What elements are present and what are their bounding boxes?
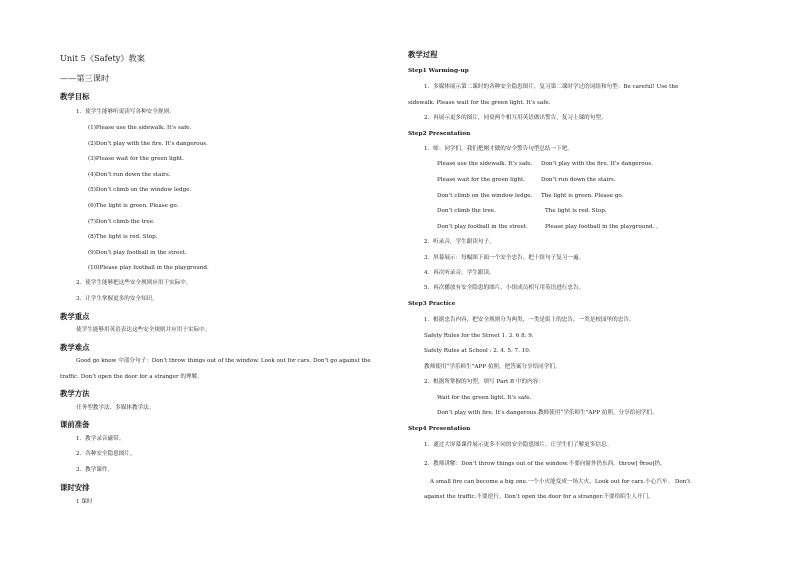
step4-heading: Step4 Presentation — [408, 426, 471, 432]
step2-item-4: 4．再次听录音，学生跟读。 — [424, 270, 495, 276]
step3-heading: Step3 Practice — [408, 301, 456, 307]
step2-item-2: 2．听录音，学生跟读句子。 — [424, 239, 495, 245]
difficulty-text-line-1: Good go know 中部分句子：Don’t throw things out of the window. Look out for cars. Don’t go against the — [76, 358, 371, 364]
sentence-right: The light is red. Stop. — [545, 208, 607, 214]
sentence-right: Please play football in the playground. 。 — [545, 224, 662, 230]
rule-item: (6)The light is green. Please go. — [88, 203, 179, 209]
rule-item: (4)Don’t run down the stairs. — [88, 172, 171, 178]
difficulty-text-line-2: traffic. Don’t open the door for a stranger 的理解。 — [60, 374, 203, 380]
step4-item-3-line-2: against the traffic.不要逆行。Don’t open the door for a stranger.不要给陌生人开门。 — [424, 494, 654, 500]
step4-item-3-line-1: A small fire can become a big one.一个小火能变成一场大火。Look out for cars.小心汽车。 Don’t — [430, 479, 691, 485]
sentence-left: Don’t play football in the street. — [437, 224, 528, 230]
prep-item: 2．各种安全隐患图片。 — [76, 451, 136, 457]
key-heading: 教学重点 — [60, 312, 90, 321]
step1-item-2: 2．再展示更多的图片，同桌两个相互用英语做出警告，复习上课的句型。 — [424, 115, 607, 121]
difficulty-heading: 教学难点 — [60, 343, 90, 352]
step4-item-1: 1．通过大屏幕课件展示更多不同的安全隐患图片，让学生们了解更多信息。 — [424, 442, 613, 448]
step2-item-3: 3．屏幕展示：每幅图下面一个安全忠告，把十组句子复习一遍。 — [424, 255, 585, 261]
step3-school-rules: Safety Rules at School : 2. 4. 5. 7. 10. — [424, 348, 531, 354]
sentence-left: Don’t climb on the window ledge. — [437, 193, 533, 199]
sentence-left: Don’t climb the tree. — [437, 208, 496, 214]
prep-item: 1．教学录音磁带。 — [76, 436, 125, 442]
rule-item: (8)The light is red. Stop. — [88, 234, 158, 240]
rule-item: (3)Please wait for the green light. — [88, 156, 184, 162]
step3-item-1: 1．根据忠告内容，把安全规则分为两类，一类是街上的忠告，一类是校园里的忠告。 — [424, 317, 635, 323]
sentence-left: Please use the sidewalk. It’s safe. — [437, 161, 533, 167]
rule-item: (1)Please use the sidewalk. It’s safe. — [88, 125, 192, 131]
rule-item: (5)Don’t climb on the window ledge. — [88, 187, 192, 193]
sentence-right: Don’t run down the stairs. — [541, 177, 616, 183]
process-heading: 教学过程 — [408, 50, 438, 59]
goals-heading: 教学目标 — [60, 92, 90, 101]
step3-street-rules: Safety Rules for the Street 1. 3. 6 8. 9. — [424, 333, 534, 339]
prep-heading: 课前准备 — [60, 420, 90, 429]
step3-fill-2: Don’t play with fire. It’s dangerous.教师使用“学乐师生”APP 拍照，分享给同学们。 — [437, 410, 658, 416]
rule-item: (9)Don’t play football in the street. — [88, 250, 187, 256]
rule-item: (7)Don’t climb the tree. — [88, 219, 155, 225]
step3-fill-1: Wait for the green light. It’s safe. — [437, 395, 532, 401]
sentence-left: Please wait for the green light. — [437, 177, 525, 183]
lesson-title: Unit 5《Safety》教案 — [60, 53, 145, 63]
rule-item: (10)Please play football in the playground. — [88, 265, 209, 271]
time-heading: 课时安排 — [60, 483, 90, 492]
goal-2: 2．使学生能够把这些安全规则应用于实际中。 — [76, 280, 192, 286]
sentence-right: Don’t play with the fire. It’s dangerous. — [541, 161, 653, 167]
step3-item-2: 2．根据所掌握的句型，填写 Part B 中的内容： — [424, 379, 544, 385]
step1-item-1-line-1: 1．多媒体展示第二课时的各种安全隐患图片，复习第二课时学过的词组和句型：Be careful! Use the — [424, 84, 679, 90]
step1-heading: Step1 Warming-up — [408, 68, 469, 74]
step2-item-5: 5．再次播放有安全隐患的图片，小组成员相互用英语进行忠告。 — [424, 285, 585, 291]
step4-item-2: 2．教师讲解：Don’t throw things out of the window.不要向窗外扔东西。throw[ θrəʊ]扔。 — [424, 461, 666, 467]
key-text: 使学生能够用英语表达这些安全规则并应用于实际中。 — [76, 327, 211, 333]
goal-1: 1．使学生能够听说读写各种安全规则： — [76, 109, 175, 115]
step1-item-1-line-2: sidewalk. Please wait for the green light. It’s safe. — [408, 100, 551, 106]
prep-item: 3．教学课件。 — [76, 467, 114, 473]
step3-app-note: 教师使用“学乐师生”APP 拍照，把答案分享给同学们。 — [424, 364, 561, 370]
step2-item-1: 1．师：同学们，我们把刚才做的安全警告句型总结一下吧。 — [424, 146, 573, 152]
method-text: 任务型教学法、多媒体教学法。 — [76, 405, 155, 411]
lesson-subtitle: ——第三课时 — [60, 73, 110, 83]
step2-heading: Step2 Presentation — [408, 131, 471, 137]
goal-3: 3．让学生掌握更多的安全知识。 — [76, 296, 158, 302]
sentence-right: The light is green. Please go. — [541, 193, 624, 199]
method-heading: 教学方法 — [60, 389, 90, 398]
rule-item: (2)Don’t play with the fire. It’s dangerous. — [88, 141, 208, 147]
time-text: 1 课时 — [76, 499, 93, 505]
